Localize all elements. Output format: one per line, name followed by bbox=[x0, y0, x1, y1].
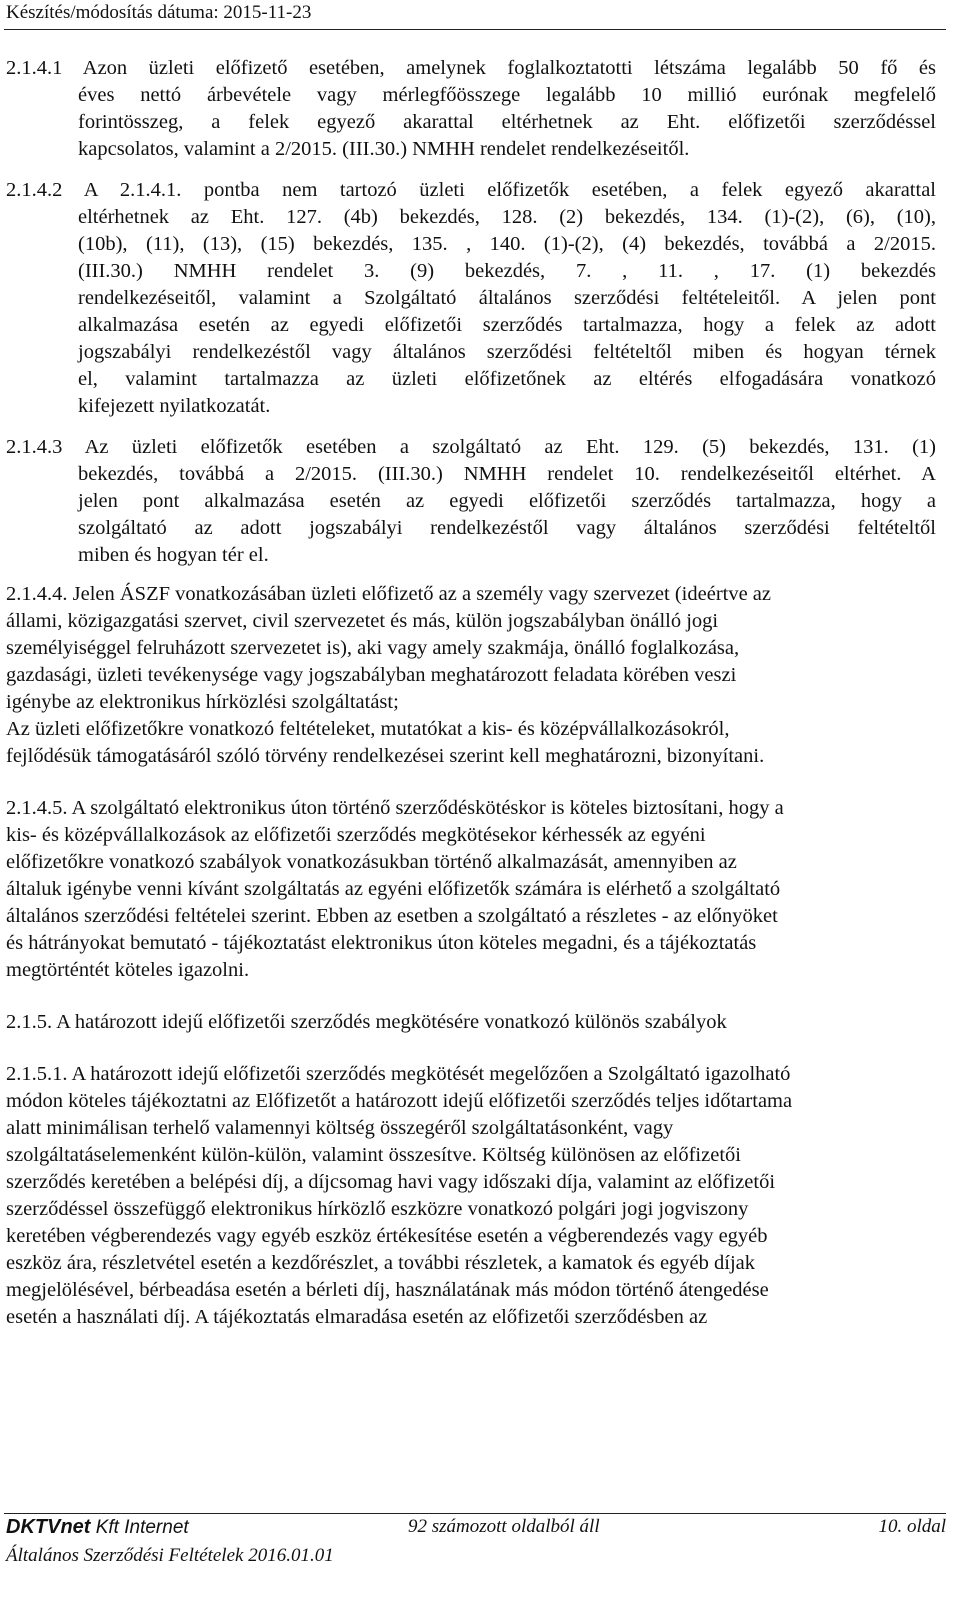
section-2143-line: 2.1.4.3 Az üzleti előfizetők esetében a szolgáltató az Eht. 129. (5) bekezdés, 131. (1) bbox=[6, 436, 936, 458]
section-2142-line: eltérhetnek az Eht. 127. (4b) bekezdés, 128. (2) bekezdés, 134. (1)-(2), (6), (10), bbox=[78, 206, 936, 228]
section-2142-line: kifejezett nyilatkozatát. bbox=[78, 395, 271, 417]
section-2144-line: fejlődésük támogatásáról szóló törvény rendelkezései szerint kell meghatározni, bizonyítani. bbox=[6, 745, 765, 767]
footer-rule bbox=[4, 1513, 946, 1514]
section-2144-line: gazdasági, üzleti tevékenysége vagy jogszabályban meghatározott feladata körében veszi bbox=[6, 664, 737, 686]
document-title-footer: Általános Szerződési Feltételek 2016.01.01 bbox=[6, 1545, 334, 1566]
section-2143-line: miben és hogyan tér el. bbox=[78, 544, 269, 566]
section-2142-line: 2.1.4.2 A 2.1.4.1. pontba nem tartozó üzleti előfizetők esetében, a felek egyező akarattal bbox=[6, 179, 936, 201]
page-number: 10. oldal bbox=[878, 1516, 946, 1537]
section-2142-line: rendelkezéseitől, valamint a Szolgáltató általános szerződési feltételeitől. A jelen pont bbox=[78, 287, 936, 309]
section-2145-line: általuk igénybe venni kívánt szolgáltatás az egyéni előfizetők számára is elérhető a szolgáltató bbox=[6, 878, 781, 900]
section-2144-line: állami, közigazgatási szervet, civil szervezetet és más, külön jogszabályban önálló jogi bbox=[6, 610, 719, 632]
section-2143-line: szolgáltató az adott jogszabályi rendelkezéstől vagy általános szerződési feltételtől bbox=[78, 517, 936, 539]
section-2141-line: éves nettó árbevétele vagy mérlegfőösszege legalább 10 millió eurónak megfelelő bbox=[78, 84, 936, 106]
section-2144-line: igénybe az elektronikus hírközlési szolgáltatást; bbox=[6, 691, 399, 713]
section-2142-line: jogszabályi rendelkezéstől vagy általános szerződési feltételtől miben és hogyan térnek bbox=[78, 341, 936, 363]
section-2141-line: forintösszeg, a felek egyező akarattal eltérhetnek az Eht. előfizetői szerződéssel bbox=[78, 111, 936, 133]
section-2151-line: keretében végberendezés vagy egyéb eszköz értékesítése esetén a végberendezés vagy egyéb bbox=[6, 1225, 768, 1247]
section-2151-line: 2.1.5.1. A határozott idejű előfizetői szerződés megkötését megelőzően a Szolgáltató igazolható bbox=[6, 1063, 791, 1085]
section-2145-line: kis- és középvállalkozások az előfizetői szerződés megkötésekor kérhessék az egyéni bbox=[6, 824, 706, 846]
section-2143-line: jelen pont alkalmazása esetén az egyedi előfizetői szerződés tartalmazza, hogy a bbox=[78, 490, 936, 512]
section-2145-line: 2.1.4.5. A szolgáltató elektronikus úton történő szerződéskötéskor is köteles biztosítani, hogy a bbox=[6, 797, 784, 819]
section-2151-line: megjelölésével, bérbeadása esetén a bérleti díj, használatának más módon történő átengedése bbox=[6, 1279, 769, 1301]
section-2141-line: 2.1.4.1 Azon üzleti előfizető esetében, amelynek foglalkoztatotti létszáma legalább 50 fő és bbox=[6, 57, 936, 79]
document-date-header: Készítés/módosítás dátuma: 2015-11-23 bbox=[6, 2, 312, 23]
section-2144-line: Az üzleti előfizetőkre vonatkozó feltételeket, mutatókat a kis- és középvállalkozásokról, bbox=[6, 718, 730, 740]
section-215-heading: 2.1.5. A határozott idejű előfizetői szerződés megkötésére vonatkozó különös szabályok bbox=[6, 1011, 727, 1033]
section-2142-line: (III.30.) NMHH rendelet 3. (9) bekezdés, 7. , 11. , 17. (1) bekezdés bbox=[78, 260, 936, 282]
section-2145-line: és hátrányokat bemutató - tájékoztatást elektronikus úton köteles megadni, és a tájékoztatás bbox=[6, 932, 757, 954]
section-2144-line: 2.1.4.4. Jelen ÁSZF vonatkozásában üzleti előfizető az a személy vagy szervezet (ideértve az bbox=[6, 583, 772, 605]
section-2142-line: el, valamint tartalmazza az üzleti előfizetőnek az eltérés elfogadására vonatkozó bbox=[78, 368, 936, 390]
header-rule bbox=[4, 29, 946, 30]
section-2144-line: személyiséggel felruházott szervezetet is), aki vagy amely szakmája, önálló foglalkozása, bbox=[6, 637, 740, 659]
section-2142-line: (10b), (11), (13), (15) bekezdés, 135. , 140. (1)-(2), (4) bekezdés, továbbá a 2/2015. bbox=[78, 233, 936, 255]
section-2151-line: szerződés keretében a belépési díj, a díjcsomag havi vagy időszaki díja, valamint az előfizetői bbox=[6, 1171, 776, 1193]
section-2143-line: bekezdés, továbbá a 2/2015. (III.30.) NMHH rendelet 10. rendelkezéseitől eltérhet. A bbox=[78, 463, 936, 485]
section-2151-line: esetén a használati díj. A tájékoztatás elmaradása esetén az előfizetői szerződésben az bbox=[6, 1306, 708, 1328]
section-2142-line: alkalmazása esetén az egyedi előfizetői szerződés tartalmazza, hogy a felek az adott bbox=[78, 314, 936, 336]
section-2145-line: általános szerződési feltételei szerint. Ebben az esetben a szolgáltató a részletes - az előnyöket bbox=[6, 905, 778, 927]
section-2151-line: szerződéssel összefüggő elektronikus hírközlő eszközre vonatkozó polgári jogi jogviszony bbox=[6, 1198, 749, 1220]
section-2141-line: kapcsolatos, valamint a 2/2015. (III.30.) NMHH rendelet rendelkezéseitől. bbox=[78, 138, 690, 160]
logo-main: DKTVnet bbox=[6, 1516, 91, 1538]
company-logo-text bbox=[6, 1516, 189, 1539]
section-2151-line: alatt minimálisan terhelő valamennyi költség összegéről szolgáltatásonként, vagy bbox=[6, 1117, 674, 1139]
page-count: 92 számozott oldalból áll bbox=[408, 1516, 600, 1537]
section-2151-line: módon köteles tájékoztatni az Előfizetőt a határozott idejű előfizetői szerződés teljes időtartama bbox=[6, 1090, 793, 1112]
section-2145-line: megtörténtét köteles igazolni. bbox=[6, 959, 250, 981]
logo-sub: Kft Internet bbox=[90, 1517, 189, 1538]
section-2145-line: előfizetőkre vonatkozó szabályok vonatkozásukban történő alkalmazását, amennyiben az bbox=[6, 851, 737, 873]
section-2151-line: szolgáltatáselemenként külön-külön, valamint összesítve. Költség különösen az előfizetői bbox=[6, 1144, 741, 1166]
section-2151-line: eszköz ára, részletvétel esetén a kezdőrészlet, a további részletek, a kamatok és egyéb díjak bbox=[6, 1252, 756, 1274]
